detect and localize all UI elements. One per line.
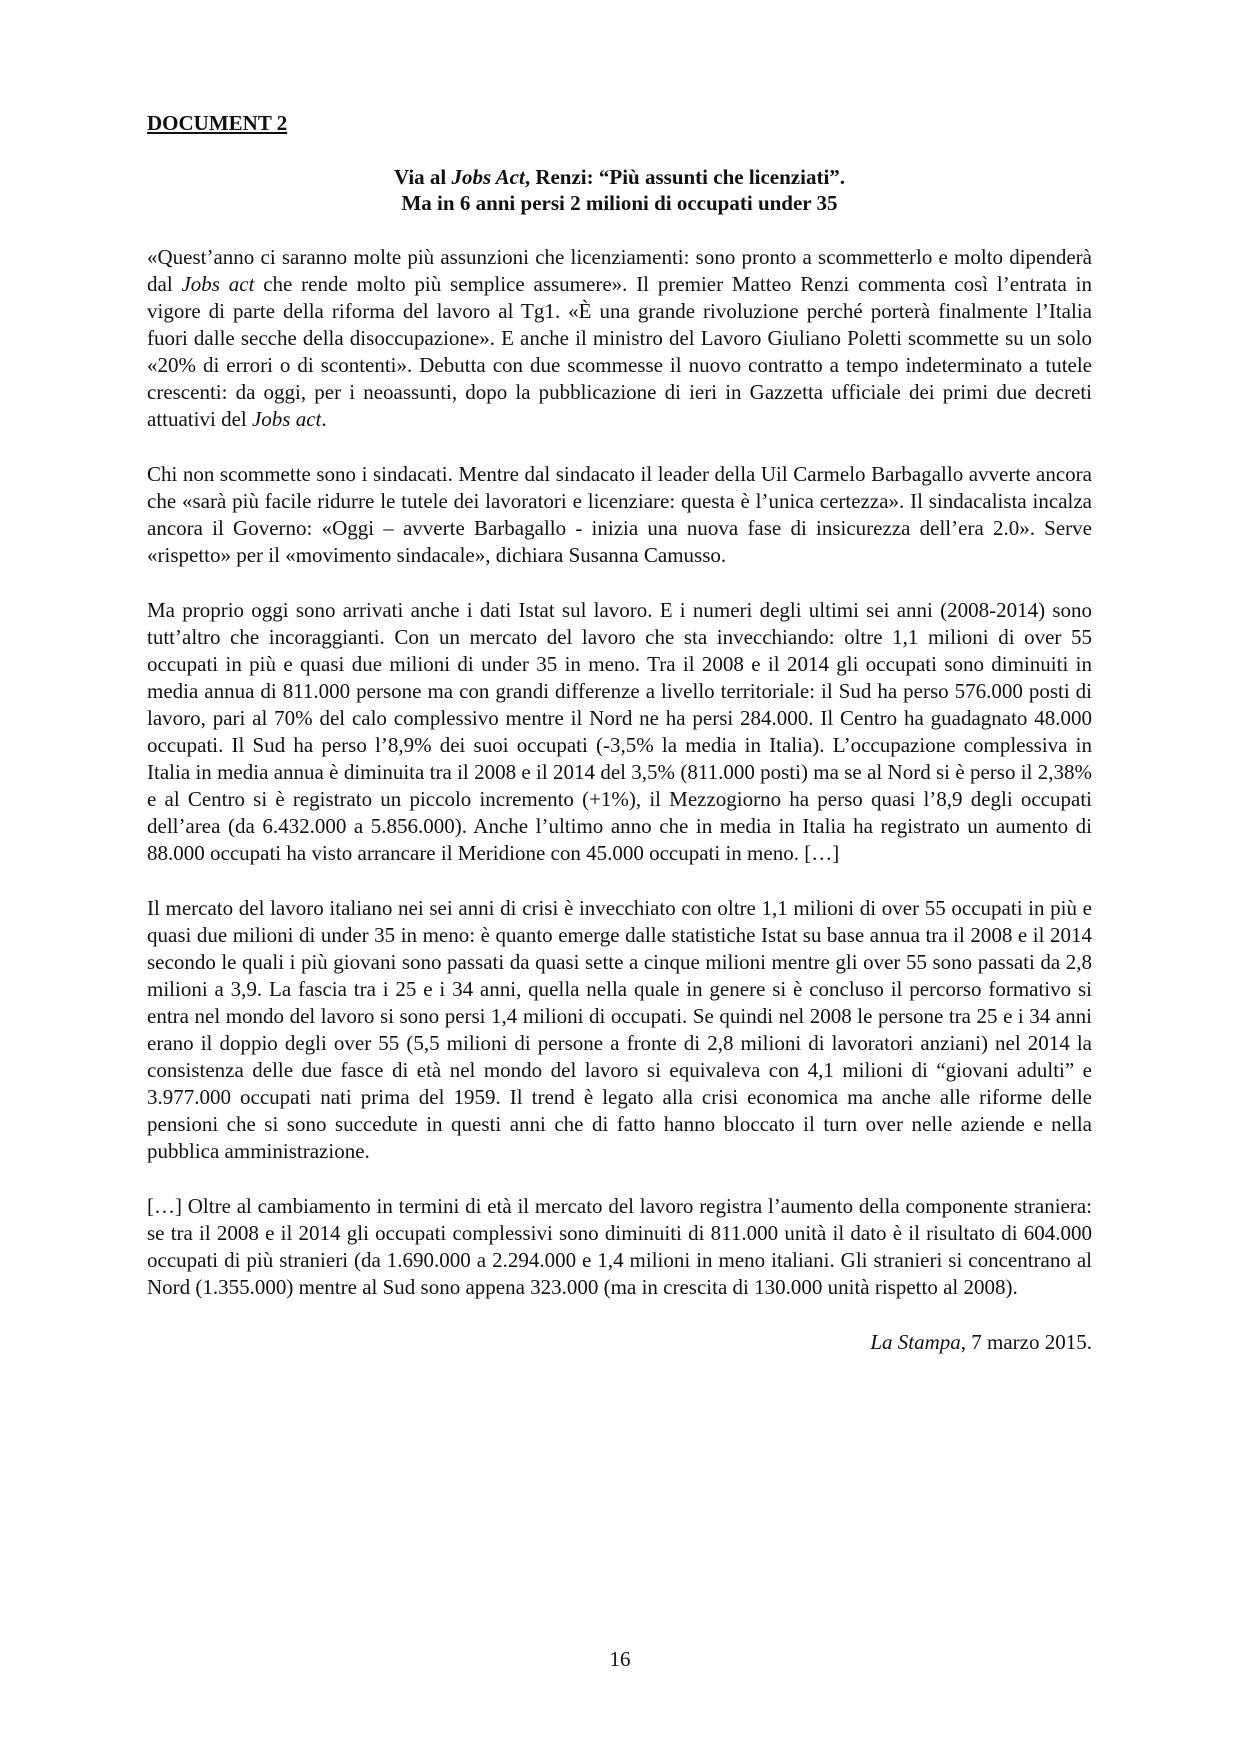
paragraph-4: Il mercato del lavoro italiano nei sei anni di crisi è invecchiato con oltre 1,1 milioni di over 55 occupati in più e quasi due milioni di under 35 in meno: è quanto emerge dalle statistiche Istat su base annua tra il 2008 e il 2014 secondo le quali i più giovani sono passati da quasi sette a cinque milioni mentre gli over 55 sono passati da 2,8 milioni a 3,9. La fascia tra i 25 e i 34 anni, quella nella quale in genere si è concluso il percorso formativo si entra nel mondo del lavoro si sono persi 1,4 milioni di occupati. Se quindi nel 2008 le persone tra 25 e i 34 anni erano il doppio degli over 55 (5,5 milioni di persone a fronte di 2,8 milioni di lavoratori anziani) nel 2014 la consistenza delle due fasce di età nel mondo del lavoro si equivaleva con 4,1 milioni di “giovani adulti” e 3.977.000 occupati nati prima del 1959. Il trend è legato alla crisi economica ma anche alle riforme delle pensioni che si sono succedute in questi anni che di fatto hanno bloccato il turn over nelle aziende e nella pubblica amministrazione. xyxy=(147,896,1092,1163)
page-number: 16 xyxy=(609,1647,631,1671)
headline-line-1-suffix: , Renzi: “Più assunti che licenziati”. xyxy=(524,165,846,189)
paragraph-1-text-b: che rende molto più semplice assumere». Il premier Matteo Renzi commenta così l’entrata in vigore di parte della riforma del lavoro al Tg1. «È una grande rivoluzione perché porterà finalmente l’Italia fuori dalle secche della disoccupazione». E anche il ministro del Lavoro Giuliano Poletti scommette su un solo «20% di errori o di scontenti». Debutta con due scommesse il nuovo contratto a tempo indeterminato a tutele crescenti: da oggi, per i neoassunti, dopo la pubblicazione di ieri in Gazzetta ufficiale dei primi due decreti attuativi del xyxy=(147,272,1092,431)
headline-line-1 xyxy=(147,164,1092,190)
paragraph-1-jobs-act-2: Jobs act xyxy=(251,407,322,431)
source-date: , 7 marzo 2015. xyxy=(960,1330,1092,1354)
paragraph-2: Chi non scommette sono i sindacati. Mentre dal sindacato il leader della Uil Carmelo Barbagallo avverte ancora che «sarà più facile ridurre le tutele dei lavoratori e licenziare: questa è l’unica certezza». Il sindacalista incalza ancora il Governo: «Oggi – avverte Barbagallo - inizia una nuova fase di insicurezza dell’era 2.0». Serve «rispetto» per il «movimento sindacale», dichiara Susanna Camusso. xyxy=(147,462,1092,567)
paragraph-1-text-c: . xyxy=(321,407,327,431)
paragraph-1-text-a: «Quest’anno ci saranno molte più assunzioni che licenziamenti: sono pronto a scommetterlo e molto dipenderà dal xyxy=(147,245,1092,296)
paragraph-5: […] Oltre al cambiamento in termini di età il mercato del lavoro registra l’aumento della componente straniera: se tra il 2008 e il 2014 gli occupati complessivi sono diminuiti di 811.000 unità il dato è il risultato di 604.000 occupati di più stranieri (da 1.690.000 a 2.294.000 e 1,4 milioni in meno italiani. Gli stranieri si concentrano al Nord (1.355.000) mentre al Sud sono appena 323.000 (ma in crescita di 130.000 unità rispetto al 2008). xyxy=(147,1194,1092,1299)
document-label: DOCUMENT 2 xyxy=(147,111,288,135)
paragraph-1 xyxy=(147,244,1092,433)
headline-line-2: Ma in 6 anni persi 2 milioni di occupati under 35 xyxy=(401,191,838,215)
paragraph-3: Ma proprio oggi sono arrivati anche i dati Istat sul lavoro. E i numeri degli ultimi sei anni (2008-2014) sono tutt’altro che incoraggianti. Con un mercato del lavoro che sta invecchiando: oltre 1,1 milioni di over 55 occupati in più e quasi due milioni di under 35 in meno. Tra il 2008 e il 2014 gli occupati sono diminuiti in media annua di 811.000 persone ma con grandi differenze a livello territoriale: il Sud ha perso 576.000 posti di lavoro, pari al 70% del calo complessivo mentre il Nord ne ha persi 284.000. Il Centro ha guadagnato 48.000 occupati. Il Sud ha perso l’8,9% dei suoi occupati (-3,5% la media in Italia). L’occupazione complessiva in Italia in media annua è diminuita tra il 2008 e il 2014 del 3,5% (811.000 posti) ma se al Nord si è perso il 2,38% e al Centro si è registrato un piccolo incremento (+1%), il Mezzogiorno ha perso quasi l’8,9 degli occupati dell’area (da 6.432.000 a 5.856.000). Anche l’ultimo anno che in media in Italia ha registrato un aumento di 88.000 occupati ha visto arrancare il Meridione con 45.000 occupati in meno. […] xyxy=(147,598,1092,865)
source-publication: La Stampa xyxy=(870,1330,961,1354)
document-page xyxy=(147,110,1092,1356)
article-source xyxy=(147,1329,1092,1356)
article-headline xyxy=(147,164,1092,216)
headline-line-1-prefix: Via al xyxy=(393,165,452,189)
headline-jobs-act: Jobs Act xyxy=(451,165,525,189)
paragraph-1-jobs-act-1: Jobs act xyxy=(181,272,255,296)
